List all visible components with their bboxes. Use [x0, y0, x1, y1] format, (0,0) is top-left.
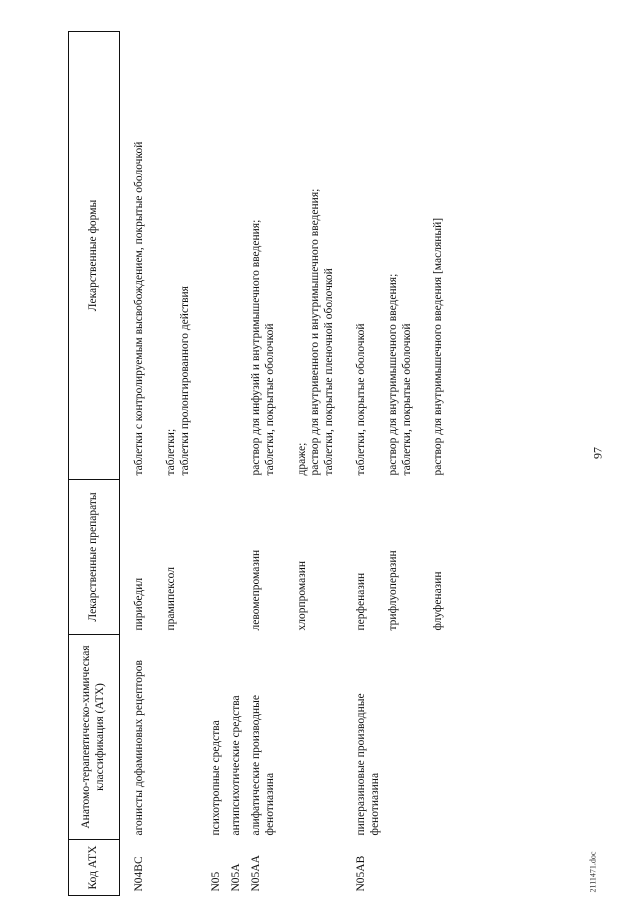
atc-code: N05A [230, 863, 243, 892]
drug-forms [429, 32, 461, 480]
table-body [120, 32, 462, 896]
form-item: таблетки, покрытые оболочкой [354, 323, 367, 476]
atc-code: N05 [210, 871, 223, 892]
form-item: таблетки, покрытые пленочной оболочкой [323, 268, 336, 476]
form-item: таблетки пролонгированного действия [178, 286, 191, 476]
drug-name: трифлуоперазин [386, 550, 399, 631]
table-row [352, 32, 384, 896]
rotated-table-wrapper [68, 31, 568, 896]
atc-classification: пиперазиновые производные фенотиазина [354, 693, 381, 836]
drug-name: прамипексол [164, 567, 177, 631]
page-number: 97 [590, 447, 605, 459]
header-forms: Лекарственные формы [69, 32, 120, 480]
table-row [130, 32, 162, 896]
header-drugs: Лекарственные препараты [69, 480, 120, 635]
drug-name: хлорпромазин [295, 560, 308, 631]
header-code: Код АТХ [69, 840, 120, 896]
table-row [207, 32, 227, 896]
form-item: таблетки, покрытые оболочкой [263, 323, 276, 476]
form-item: раствор для инфузий и внутримышечного введения; [249, 219, 262, 476]
drug-forms [130, 32, 162, 480]
drug-forms [162, 32, 208, 480]
form-item: таблетки, покрытые оболочкой [400, 323, 413, 476]
drug-name: левомепромазин [249, 549, 262, 631]
form-item: раствор для внутримышечного введения; [386, 273, 399, 476]
atc-code: N04BC [133, 856, 145, 892]
footer-filename: 2111471.doc [588, 851, 598, 893]
drug-name: флуфеназин [432, 571, 445, 631]
atc-classification: психотропные средства [210, 720, 223, 836]
atc-classification: алифатические производные фенотиазина [249, 695, 276, 836]
drug-forms [384, 32, 430, 480]
form-item: драже; [295, 442, 308, 476]
atc-classification: антипсихотические средства [230, 695, 243, 836]
atc-code: N05AB [354, 855, 367, 892]
drug-forms [352, 32, 384, 480]
atc-classification: агонисты дофаминовых рецепторов [133, 660, 145, 836]
atc-table [68, 31, 461, 896]
drug-forms [247, 32, 293, 480]
drug-name: пирибедил [133, 577, 145, 631]
drug-name: перфеназин [354, 572, 367, 631]
drug-forms [293, 32, 352, 480]
form-item: таблетки с контролируемым высвобождением, покрытые оболочкой [133, 141, 145, 476]
form-item: таблетки; [164, 428, 177, 476]
header-classification: Анатомо-терапевтическо-химическая классификация (АТХ) [69, 635, 120, 840]
form-item: раствор для внутримышечного введения [масляный] [432, 217, 445, 476]
table-header-row [69, 32, 120, 896]
form-item: раствор для внутривенного и внутримышечного введения; [309, 188, 322, 476]
table-row [227, 32, 247, 896]
atc-code: N05AA [249, 855, 262, 892]
table-row [247, 32, 293, 896]
